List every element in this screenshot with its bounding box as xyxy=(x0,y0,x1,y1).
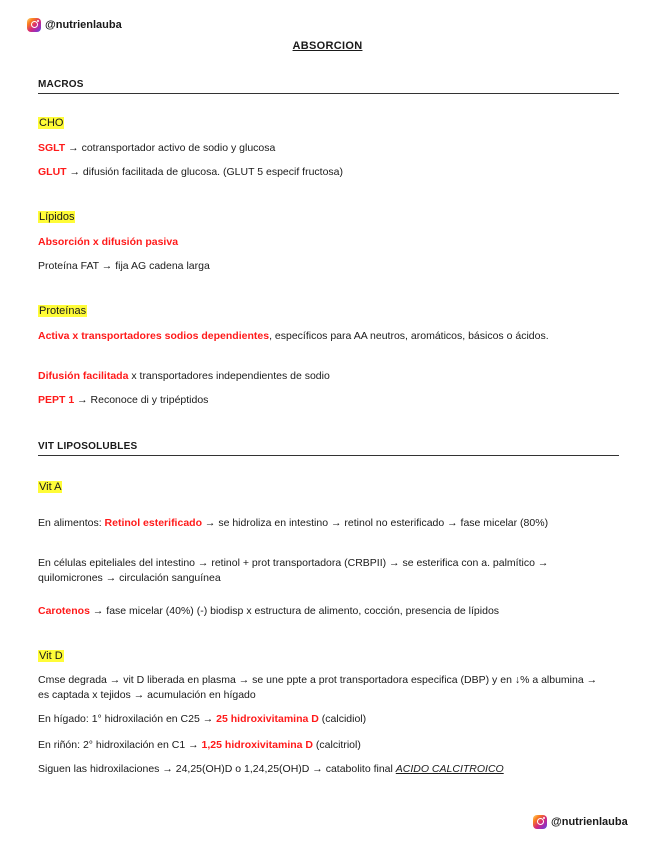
glut-description: → difusión facilitada de glucosa. (GLUT 5 especif fructosa) xyxy=(66,166,344,178)
text-line-difusion xyxy=(38,369,608,384)
term-sglt: SGLT xyxy=(38,142,66,154)
text-line-absorcion-pasiva: Absorción x difusión pasiva xyxy=(38,236,179,248)
text-line-vitd-degrada: Cmse degrada → vit D liberada en plasma → se une ppte a prot transportadora especifica (DBP) y en ↓% a albumina → es captada x tejidos → acumulación en hígado xyxy=(38,674,598,701)
term-retinol-esterificado: Retinol esterificado xyxy=(104,517,202,529)
highlight-vit-d: Vit D xyxy=(39,650,63,662)
term-activa: Activa x transportadores sodios dependientes xyxy=(38,330,270,342)
text-line-vitd-rinon xyxy=(38,738,608,753)
instagram-icon xyxy=(533,815,547,829)
text-line-vita-celulas: En células epiteliales del intestino → retinol + prot transportadora (CRBPII) → se esterifica con a. palmítico → quilomicrones → circulación sanguínea xyxy=(38,557,549,584)
vitd-l2-suffix: (calcidiol) xyxy=(318,713,367,725)
highlight-proteinas: Proteínas xyxy=(39,305,87,317)
term-25-hidroxivitamina: 25 hidroxivitamina D xyxy=(216,713,319,725)
term-glut: GLUT xyxy=(38,166,67,178)
text-line-vitd-higado xyxy=(38,712,608,727)
term-pept1: PEPT 1 xyxy=(38,394,75,406)
highlight-cho: CHO xyxy=(39,117,64,129)
text-line-proteina-fat: Proteína FAT → fija AG cadena larga xyxy=(38,260,210,272)
term-difusion: Difusión facilitada xyxy=(38,370,129,382)
activa-description: , específicos para AA neutros, aromáticos, básicos o ácidos. xyxy=(269,330,549,342)
difusion-description: x transportadores independientes de sodio xyxy=(128,370,330,382)
term-125-hidroxivitamina: 1,25 hidroxivitamina D xyxy=(201,739,314,751)
carotenos-description: → fase micelar (40%) (-) biodisp x estructura de alimento, cocción, presencia de lípidos xyxy=(89,605,500,617)
section-heading-macros: MACROS xyxy=(38,79,619,94)
sglt-description: → cotransportador activo de sodio y glucosa xyxy=(65,142,276,154)
vitd-l4-prefix: Siguen las hidroxilaciones → 24,25(OH)D o 1,24,25(OH)D → catabolito final xyxy=(38,763,396,775)
text-line-vita-alimentos xyxy=(38,516,608,531)
vitd-l3-prefix: En riñón: 2° hidroxilación en C1 → xyxy=(38,739,202,751)
instagram-handle-bottom[interactable] xyxy=(533,813,628,831)
text-line-activa xyxy=(38,329,608,344)
text-line-pept1 xyxy=(38,393,608,408)
vita-l1-prefix: En alimentos: xyxy=(38,517,105,529)
highlight-lipidos: Lípidos xyxy=(39,211,75,223)
handle-text: @nutrienlauba xyxy=(45,18,122,31)
text-line-glut xyxy=(38,165,608,180)
handle-text: @nutrienlauba xyxy=(551,815,628,828)
vitd-l2-prefix: En hígado: 1° hidroxilación en C25 → xyxy=(38,713,217,725)
instagram-handle-top[interactable] xyxy=(27,16,122,34)
text-line-vitd-catabolito xyxy=(38,762,608,777)
page-title: ABSORCION xyxy=(292,40,363,52)
term-acido-calcitroico: ACIDO CALCITROICO xyxy=(395,763,504,775)
vita-l1-suffix: → se hidroliza en intestino → retinol no esterificado → fase micelar (80%) xyxy=(202,517,549,529)
term-carotenos: Carotenos xyxy=(38,605,90,617)
text-line-carotenos xyxy=(38,604,608,619)
instagram-icon xyxy=(27,18,41,32)
vitd-l3-suffix: (calcitriol) xyxy=(313,739,361,751)
highlight-vit-a: Vit A xyxy=(39,481,62,493)
pept1-description: → Reconoce di y tripéptidos xyxy=(74,394,209,406)
section-heading-vit-liposolubles: VIT LIPOSOLUBLES xyxy=(38,441,619,456)
text-line-sglt xyxy=(38,141,608,156)
